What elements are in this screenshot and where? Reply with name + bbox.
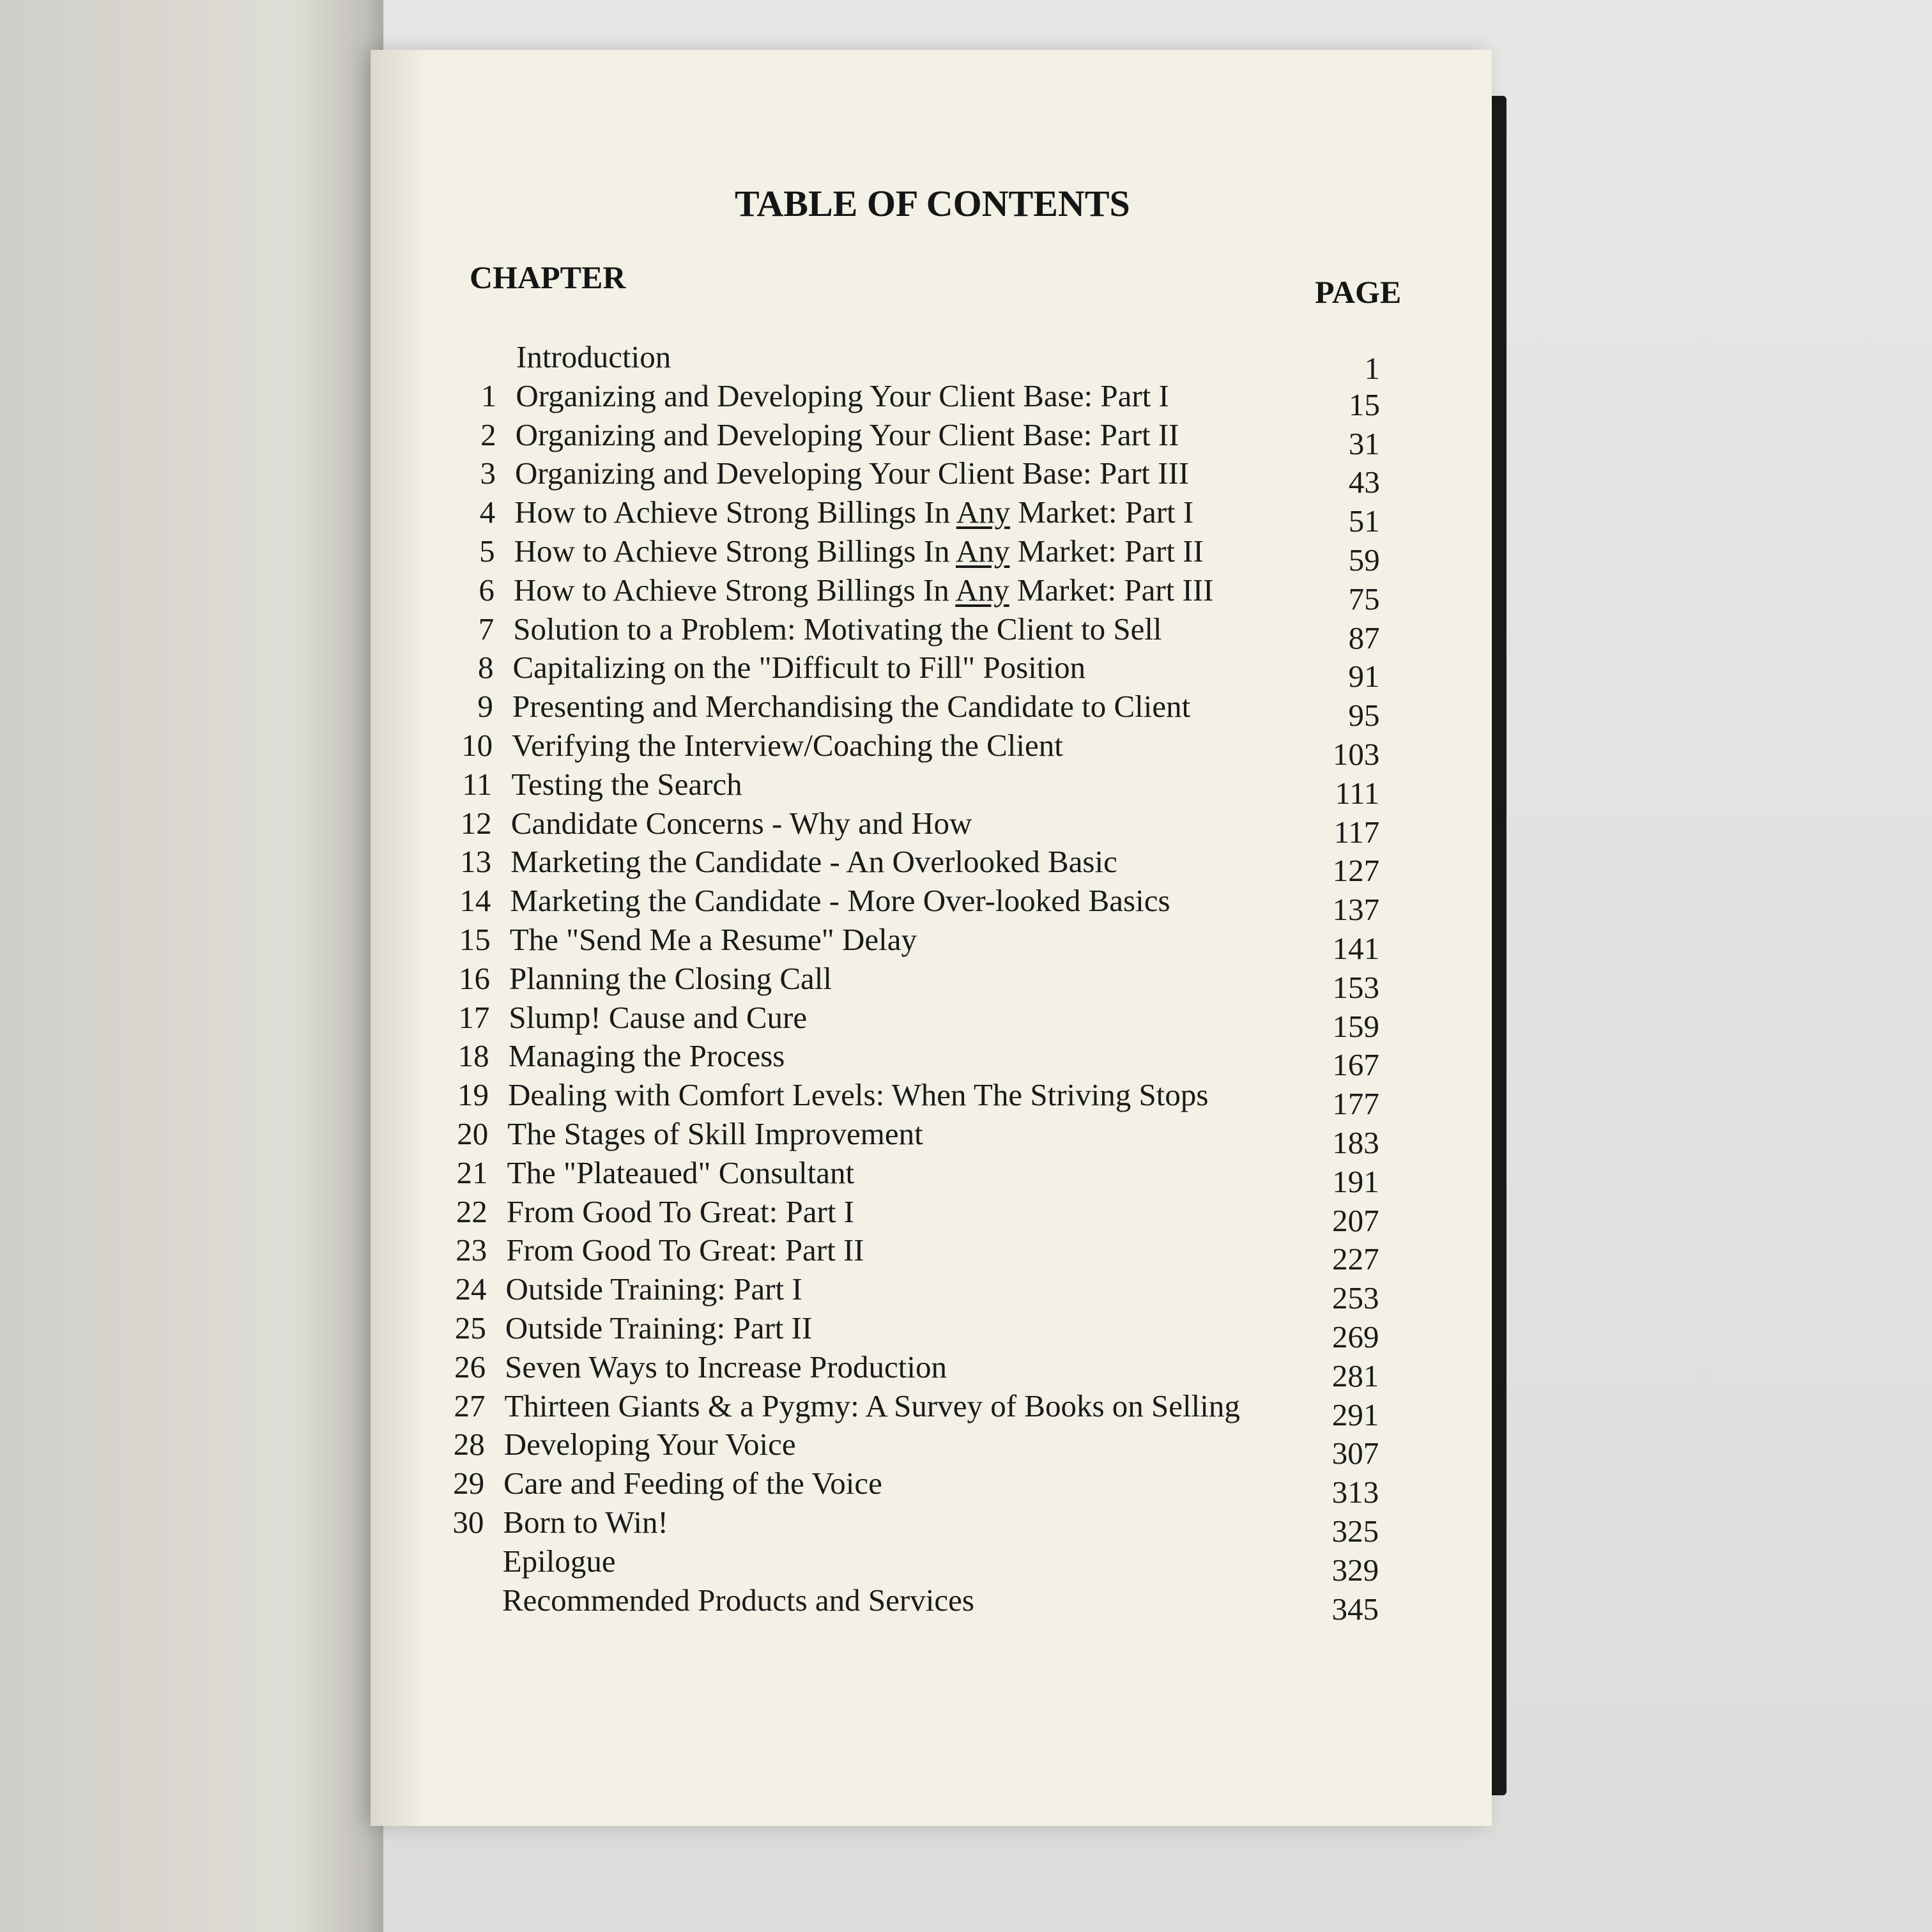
toc-entry	[0, 1310, 1469, 1354]
chapter-title-text: Marketing the Candidate - More Over-looked Basics	[510, 883, 1170, 919]
chapter-number: 30	[452, 1505, 484, 1540]
chapter-title-text: How to Achieve Strong Billings In	[513, 572, 956, 608]
toc-entry	[0, 805, 1469, 850]
page-number: 207	[1332, 1202, 1379, 1238]
chapter-title	[511, 805, 972, 841]
chapter-title-text: Recommended Products and Services	[502, 1582, 974, 1618]
chapter-title-text: Solution to a Problem: Motivating the Client to Sell	[513, 611, 1162, 647]
toc-entry	[0, 1271, 1469, 1316]
page-number: 111	[1335, 775, 1380, 811]
chapter-title	[510, 843, 1117, 880]
toc-entry	[0, 882, 1469, 928]
page-number: 15	[1348, 387, 1380, 422]
chapter-title-emphasis: Any	[956, 494, 1011, 530]
chapter-title	[509, 1038, 785, 1074]
chapter-title-text: Presenting and Merchandising the Candidate to Client	[512, 689, 1191, 724]
toc-entry	[0, 1349, 1469, 1393]
chapter-title-text: Outside Training: Part I	[505, 1271, 802, 1307]
toc-entry	[0, 533, 1469, 578]
page-number: 159	[1332, 1008, 1379, 1044]
toc-entry	[0, 611, 1469, 656]
toc-entry	[0, 417, 1469, 461]
chapter-number: 19	[457, 1077, 489, 1113]
toc-entry	[0, 1154, 1469, 1199]
chapter-title-text: Verifying the Interview/Coaching the Client	[512, 728, 1063, 763]
page-number: 177	[1332, 1086, 1379, 1122]
chapter-title-text: How to Achieve Strong Billings In	[514, 533, 956, 569]
chapter-number: 29	[453, 1466, 485, 1501]
chapter-number: 17	[458, 999, 490, 1035]
chapter-column-header: CHAPTER	[470, 259, 626, 295]
chapter-title-text: Capitalizing on the "Difficult to Fill" Position	[512, 650, 1086, 686]
chapter-number: 3	[480, 456, 496, 491]
chapter-title-text: Introduction	[516, 339, 671, 374]
chapter-title-text: Care and Feeding of the Voice	[503, 1466, 882, 1501]
chapter-number: 27	[454, 1388, 486, 1423]
chapter-title	[514, 572, 1214, 608]
chapter-title-text: From Good To Great: Part I	[506, 1193, 854, 1229]
chapter-title	[504, 1388, 1239, 1424]
chapter-title	[507, 1154, 855, 1191]
chapter-title-text: Epilogue	[502, 1543, 616, 1579]
toc-entry	[0, 1504, 1469, 1549]
chapter-title-text: The "Send Me a Resume" Delay	[509, 922, 917, 957]
toc-entry	[0, 960, 1469, 1005]
page-number: 95	[1348, 698, 1380, 733]
chapter-title-text: Testing the Search	[511, 766, 742, 802]
chapter-title-text: Slump! Cause and Cure	[509, 999, 808, 1035]
chapter-title-text: Planning the Closing Call	[509, 960, 832, 996]
chapter-number: 24	[455, 1271, 487, 1307]
page-number: 191	[1332, 1163, 1379, 1199]
chapter-title	[514, 533, 1204, 569]
chapter-title	[507, 1193, 854, 1230]
page-number: 43	[1348, 464, 1380, 500]
chapter-title	[509, 960, 832, 997]
chapter-title-suffix: Market: Part III	[1009, 572, 1214, 608]
chapter-title-text: The Stages of Skill Improvement	[507, 1116, 923, 1151]
chapter-title	[510, 882, 1170, 919]
chapter-number: 9	[477, 689, 493, 724]
toc-entry	[0, 1038, 1469, 1083]
chapter-number: 28	[453, 1427, 485, 1462]
toc-entry	[0, 1193, 1469, 1238]
chapter-title	[513, 649, 1086, 686]
toc-entry	[0, 494, 1469, 539]
chapter-title	[503, 1543, 616, 1579]
toc-entry	[0, 572, 1469, 617]
page-number: 87	[1348, 620, 1380, 656]
page-number: 31	[1348, 425, 1380, 461]
page-number: 117	[1333, 814, 1380, 850]
page-number: 167	[1332, 1047, 1379, 1083]
chapter-title	[515, 455, 1189, 491]
chapter-title	[509, 999, 807, 1036]
chapter-title	[503, 1465, 882, 1501]
page-number: 291	[1331, 1397, 1379, 1432]
page-number: 329	[1331, 1552, 1379, 1588]
chapter-title-emphasis: Any	[956, 533, 1010, 569]
toc-entry	[0, 1077, 1469, 1122]
chapter-title-text: Organizing and Developing Your Client Base: Part III	[514, 456, 1190, 491]
chapter-title-text: Seven Ways to Increase Production	[505, 1349, 947, 1384]
toc-entry	[0, 1426, 1469, 1471]
chapter-number: 10	[461, 728, 493, 763]
chapter-title-text: Developing Your Voice	[503, 1427, 796, 1462]
page-column-header: PAGE	[1315, 274, 1402, 310]
page-number: 51	[1348, 503, 1380, 539]
chapter-title-text: The "Plateaued" Consultant	[507, 1154, 855, 1190]
chapter-title	[502, 1582, 974, 1618]
chapter-number: 2	[480, 417, 496, 452]
chapter-title-suffix: Market: Part I	[1010, 494, 1194, 530]
toc-entry	[0, 1388, 1469, 1432]
page-number: 153	[1332, 969, 1379, 1005]
chapter-title	[516, 339, 671, 375]
chapter-title-text: Thirteen Giants & a Pygmy: A Survey of Books on Selling	[504, 1388, 1240, 1423]
chapter-number: 18	[457, 1038, 489, 1074]
toc-entry	[0, 843, 1469, 889]
chapter-title	[504, 1426, 796, 1462]
chapter-number: 25	[454, 1310, 486, 1346]
chapter-number: 20	[457, 1116, 489, 1151]
page-number: 227	[1332, 1241, 1379, 1277]
chapter-title	[503, 1504, 668, 1540]
chapter-number: 13	[460, 844, 492, 880]
chapter-title-suffix: Market: Part II	[1009, 533, 1204, 569]
page-number: 183	[1332, 1125, 1379, 1160]
chapter-number: 4	[479, 494, 496, 530]
page-number: 103	[1332, 737, 1380, 772]
chapter-title-text: Organizing and Developing Your Client Base: Part I	[516, 378, 1169, 413]
chapter-number: 26	[454, 1349, 486, 1384]
toc-entry	[0, 999, 1469, 1044]
toc-entry	[0, 455, 1469, 500]
chapter-title	[512, 688, 1190, 724]
chapter-number: 12	[460, 805, 492, 841]
toc-entry	[0, 339, 1469, 386]
toc-entry	[0, 1582, 1469, 1627]
chapter-number: 16	[459, 960, 490, 996]
toc-entry	[0, 378, 1469, 422]
chapter-title-text: Dealing with Comfort Levels: When The Striving Stops	[507, 1077, 1209, 1113]
chapter-title-text: Marketing the Candidate - An Overlooked Basic	[510, 844, 1117, 880]
chapter-title	[514, 494, 1193, 530]
chapter-number: 22	[456, 1193, 487, 1229]
page-number: 307	[1331, 1436, 1379, 1471]
chapter-number: 5	[479, 533, 495, 569]
chapter-number: 11	[462, 766, 493, 802]
chapter-title	[506, 1271, 802, 1307]
chapter-title-text: Outside Training: Part II	[505, 1310, 813, 1346]
toc-entry	[0, 1543, 1469, 1588]
chapter-title-text: From Good To Great: Part II	[506, 1232, 864, 1268]
chapter-title	[513, 611, 1162, 647]
chapter-number: 21	[456, 1154, 488, 1190]
page-number: 345	[1331, 1591, 1379, 1627]
chapter-number: 8	[478, 650, 494, 686]
toc-entry	[0, 1232, 1469, 1277]
chapter-title	[507, 1116, 923, 1152]
chapter-title-text: Candidate Concerns - Why and How	[510, 805, 972, 841]
page-title: TABLE OF CONTENTS	[735, 183, 1130, 224]
chapter-title	[516, 417, 1179, 453]
chapter-number: 7	[478, 611, 494, 647]
toc-entry	[0, 688, 1469, 733]
chapter-number: 23	[456, 1232, 487, 1268]
toc-entry	[0, 766, 1469, 811]
chapter-title	[505, 1349, 947, 1385]
chapter-number: 6	[479, 572, 494, 608]
toc-entry	[0, 649, 1469, 694]
chapter-title	[506, 1232, 864, 1268]
chapter-number: 15	[459, 922, 491, 957]
page-number: 313	[1331, 1475, 1379, 1510]
chapter-number: 1	[480, 378, 497, 413]
page-number: 253	[1332, 1280, 1379, 1316]
chapter-number: 14	[459, 883, 491, 919]
toc-entry	[0, 921, 1469, 966]
chapter-title-text: Managing the Process	[508, 1038, 785, 1074]
chapter-title-text: Born to Win!	[503, 1505, 668, 1540]
page-number: 127	[1332, 853, 1380, 889]
page-number: 141	[1332, 931, 1380, 966]
toc-entry	[0, 727, 1469, 772]
page-number: 281	[1331, 1358, 1379, 1393]
chapter-title-text: Organizing and Developing Your Client Base: Part II	[515, 417, 1179, 452]
page-number: 1	[1364, 351, 1380, 386]
chapter-title	[505, 1310, 812, 1346]
page-number: 59	[1348, 542, 1380, 578]
page-number: 91	[1348, 659, 1380, 694]
page-number: 269	[1331, 1319, 1379, 1354]
toc-entry	[0, 1116, 1469, 1160]
chapter-title	[512, 727, 1063, 763]
chapter-title	[511, 766, 742, 802]
chapter-title-text: How to Achieve Strong Billings In	[514, 494, 956, 530]
page-number: 75	[1348, 581, 1380, 617]
chapter-title	[516, 378, 1169, 414]
chapter-title-emphasis: Any	[955, 572, 1009, 608]
chapter-title	[510, 921, 917, 958]
page-number: 325	[1331, 1514, 1379, 1549]
chapter-title	[508, 1077, 1209, 1113]
toc-entry	[0, 1465, 1469, 1510]
page-number: 137	[1332, 892, 1380, 928]
